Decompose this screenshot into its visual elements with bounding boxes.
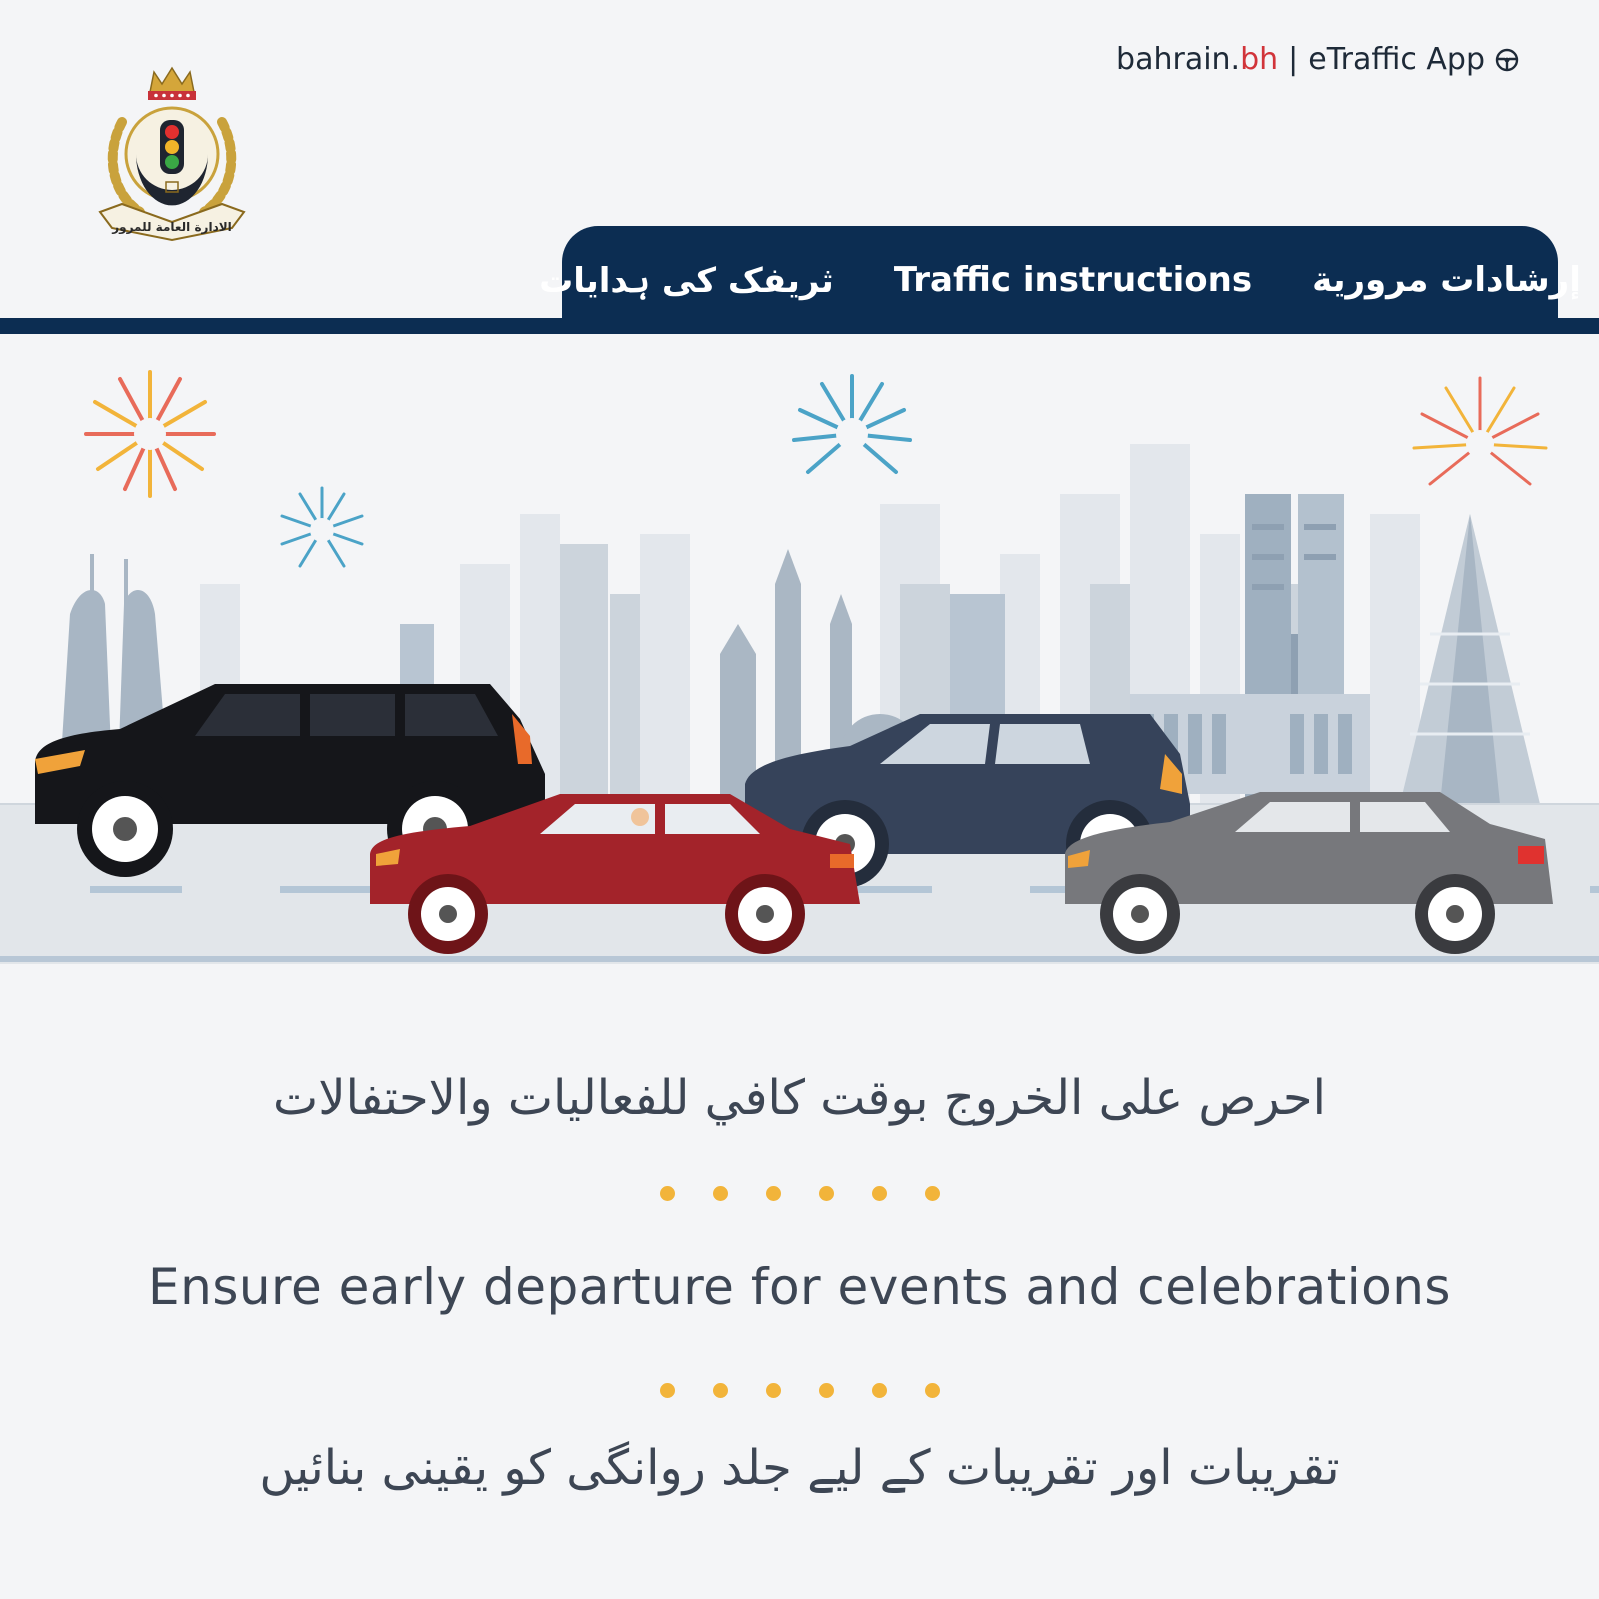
dot-separator (0, 1186, 1599, 1201)
firework-center (794, 376, 910, 472)
firework-small-left (282, 488, 362, 566)
message-arabic: احرص على الخروج بوقت كافي للفعاليات والاحتفالات (273, 1070, 1326, 1126)
message-english: Ensure early departure for events and celebrations (148, 1258, 1451, 1316)
dot-separator (0, 1383, 1599, 1398)
triangular-tower (1400, 514, 1540, 804)
brand-separator: | (1288, 42, 1299, 77)
city-traffic-illustration (0, 334, 1599, 994)
firework-right (1414, 378, 1546, 484)
emblem-ribbon-text: الادارة العامة للمرور (112, 220, 232, 234)
site-link[interactable]: bahrain.bh (1116, 42, 1279, 77)
message-urdu: تقریبات اور تقریبات کے لیے جلد روانگی کو یقینی بنائیں (259, 1440, 1340, 1496)
tab-arabic[interactable]: إرشادات مرورية (1312, 260, 1581, 300)
tab-panel (539, 226, 1581, 334)
tab-english[interactable]: Traffic instructions (893, 260, 1253, 300)
traffic-directorate-emblem (92, 62, 252, 247)
firework-left (86, 372, 214, 496)
tab-urdu[interactable]: ثريفک کی ہدایات (539, 260, 834, 301)
brand-header (1116, 42, 1519, 77)
steering-wheel-icon (1495, 48, 1519, 72)
site-domain-suffix: bh (1240, 42, 1279, 77)
app-name: eTraffic App (1308, 42, 1485, 77)
